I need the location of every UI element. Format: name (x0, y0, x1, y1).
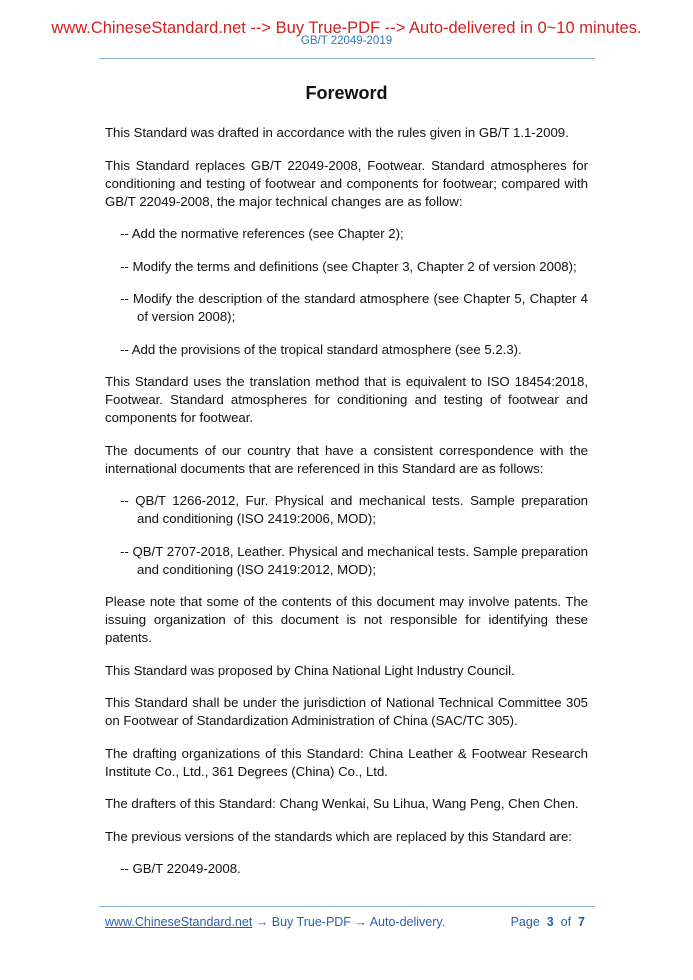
paragraph: This Standard uses the translation method that is equivalent to ISO 18454:2018, Footwear. Standard atmospheres for conditioning and testing of footwear and components for footwear. (105, 374, 588, 425)
promo-banner: www.ChineseStandard.net --> Buy True-PDF --> Auto-delivered in 0~10 minutes. (51, 19, 642, 37)
list-item: -- Modify the terms and definitions (see Chapter 3, Chapter 2 of version 2008); (120, 258, 577, 274)
footer-left (105, 915, 445, 929)
page-title: Foreword (305, 83, 388, 103)
list-item: -- QB/T 1266-2012, Fur. Physical and mechanical tests. Sample preparation and conditioning (ISO 2419:2006, MOD); (120, 493, 588, 526)
header-divider (99, 58, 595, 59)
footer-tagline: → Buy True-PDF → Auto-delivery. (252, 915, 446, 929)
list-item: -- GB/T 22049-2008. (120, 861, 241, 876)
page-label: Page (510, 915, 540, 929)
document-body (105, 82, 588, 893)
of-label: of (560, 915, 572, 929)
paragraph: The drafting organizations of this Standard: China Leather & Footwear Research Institute Co., Ltd., 361 Degrees (China) Co., Ltd. (105, 745, 588, 779)
list-item: -- Add the normative references (see Chapter 2); (120, 226, 404, 241)
page-total: 7 (578, 915, 585, 929)
list-item: -- Add the provisions of the tropical standard atmosphere (see 5.2.3). (120, 341, 522, 357)
footer-divider (99, 906, 595, 907)
standard-number: GB/T 22049-2019 (300, 35, 393, 47)
paragraph: Please note that some of the contents of this document may involve patents. The issuing organization of this document is not responsible for identifying these patents. (105, 594, 588, 645)
list-item: -- QB/T 2707-2018, Leather. Physical and mechanical tests. Sample preparation and conditioning (ISO 2419:2012, MOD); (120, 543, 588, 577)
paragraph: The drafters of this Standard: Chang Wenkai, Su Lihua, Wang Peng, Chen Chen. (105, 796, 579, 811)
website-link[interactable]: www.ChineseStandard.net (105, 915, 253, 929)
paragraph: The previous versions of the standards which are replaced by this Standard are: (105, 828, 572, 844)
footer (105, 915, 585, 929)
page-number: 3 (546, 915, 554, 929)
paragraph: This Standard shall be under the jurisdiction of National Technical Committee 305 on Footwear of Standardization Administration of China (SAC/TC 305). (105, 695, 588, 728)
list-item: -- Modify the description of the standard atmosphere (see Chapter 5, Chapter 4 of version 2008); (120, 291, 588, 324)
page-indicator (511, 915, 585, 929)
paragraph: This Standard was proposed by China National Light Industry Council. (105, 662, 515, 678)
paragraph: The documents of our country that have a consistent correspondence with the international documents that are referenced in this Standard are as follows: (105, 442, 588, 476)
paragraph: This Standard replaces GB/T 22049-2008, Footwear. Standard atmospheres for conditioning and testing of footwear and components for footwear; compared with GB/T 22049-2008, the major technical changes are as follow: (105, 157, 588, 209)
paragraph: This Standard was drafted in accordance with the rules given in GB/T 1.1-2009. (105, 125, 569, 140)
